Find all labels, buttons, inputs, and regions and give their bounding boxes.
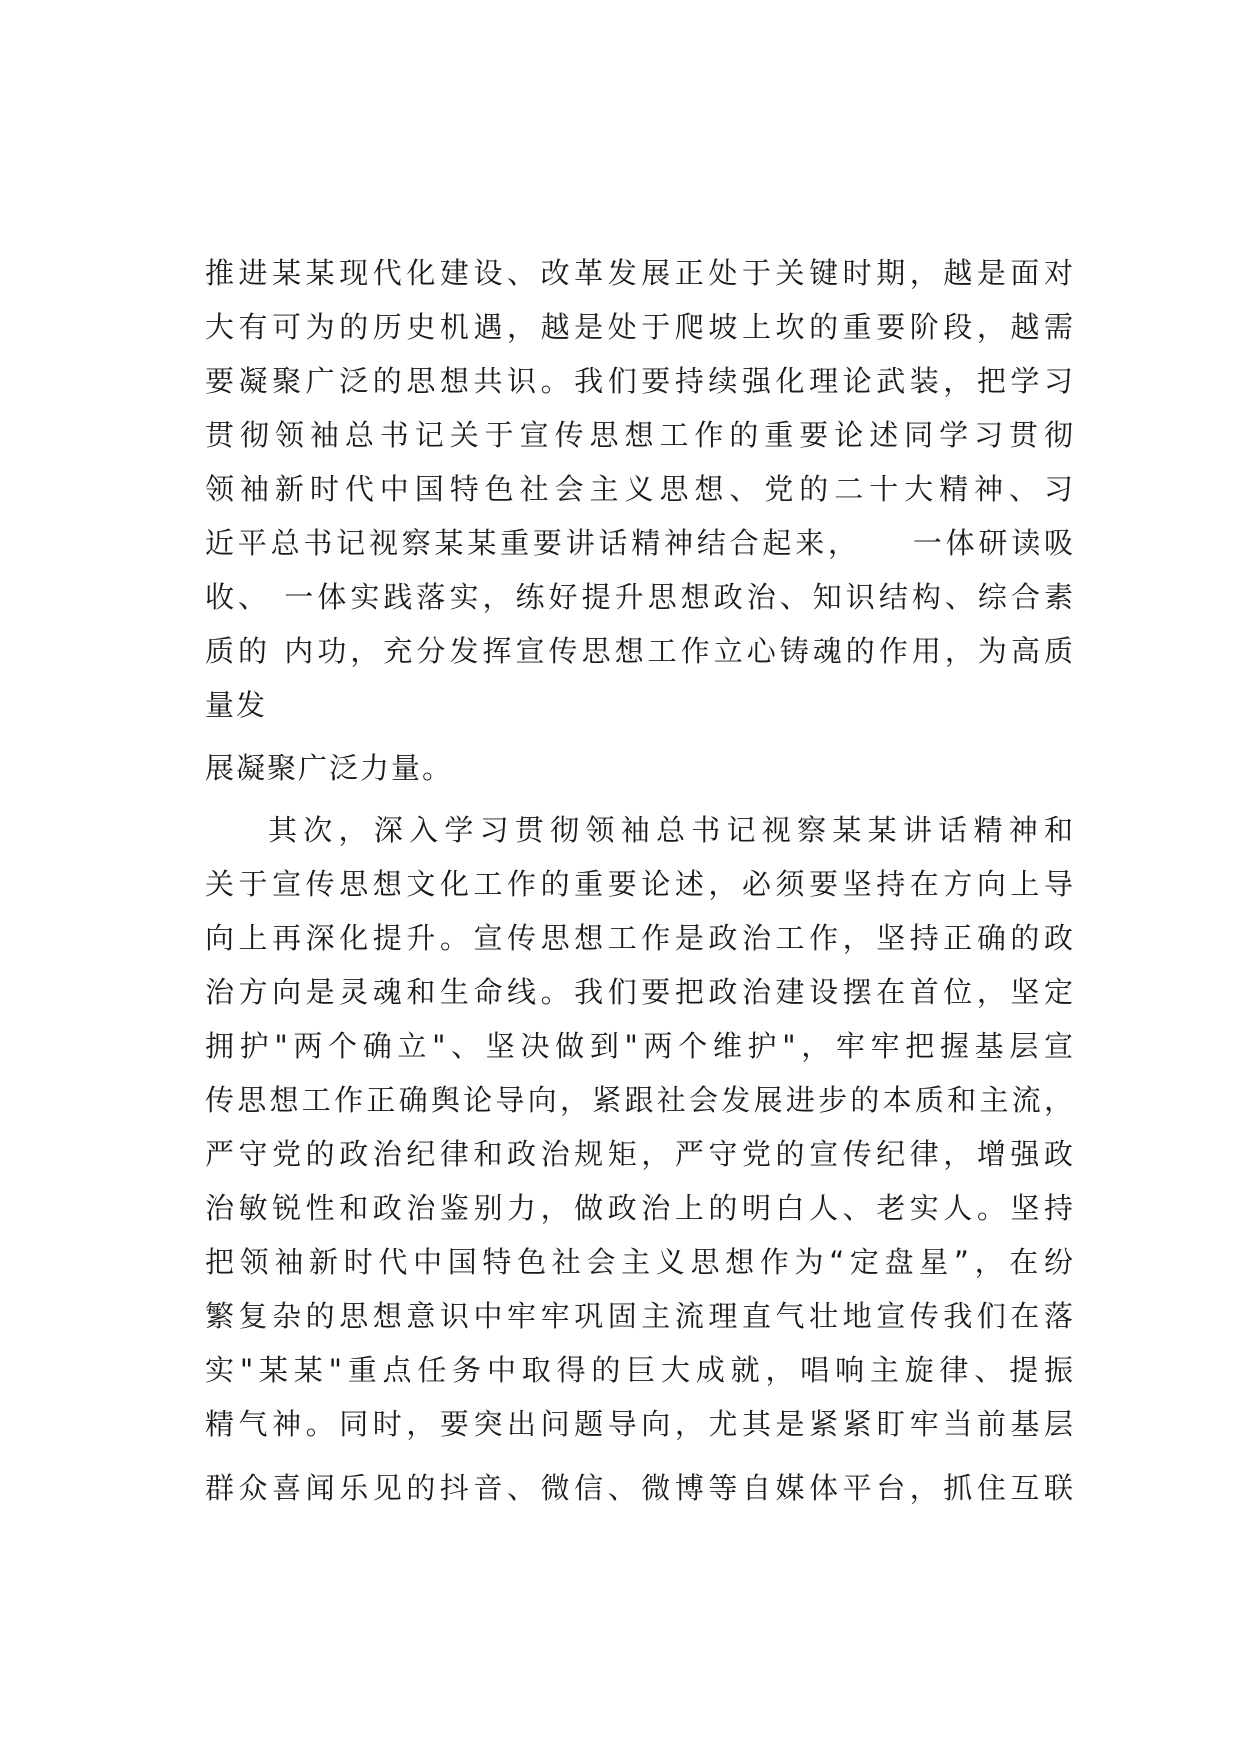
text-line: 群众喜闻乐见的抖音、微信、微博等自媒体平台，抓住互联 — [205, 1471, 1075, 1505]
text-line: 向上再深化提升。宣传思想工作是政治工作，坚持正确的政 — [205, 921, 1075, 955]
paragraph-first-line: 其次，深入学习贯彻领袖总书记视察某某讲话精神和 — [268, 813, 1075, 847]
text-line: 繁复杂的思想意识中牢牢巩固主流理直气壮地宣传我们在落 — [205, 1299, 1075, 1333]
text-line: 要凝聚广泛的思想共识。我们要持续强化理论武装，把学习 — [205, 364, 1075, 398]
text-line: 关于宣传思想文化工作的重要论述，必须要坚持在方向上导 — [205, 867, 1075, 901]
text-line: 贯彻领袖总书记关于宣传思想工作的重要论述同学习贯彻 — [205, 418, 1075, 452]
text-line: 传思想工作正确舆论导向，紧跟社会发展进步的本质和主流， — [205, 1083, 1075, 1117]
text-line: 展凝聚广泛力量。 — [205, 751, 454, 785]
text-line: 拥护"两个确立"、坚决做到"两个维护"，牢牢把握基层宣 — [205, 1029, 1075, 1063]
text-line: 推进某某现代化建设、改革发展正处于关键时期，越是面对 — [205, 256, 1075, 290]
text-line: 治敏锐性和政治鉴别力，做政治上的明白人、老实人。坚持 — [205, 1191, 1075, 1225]
text-line: 实"某某"重点任务中取得的巨大成就，唱响主旋律、提振 — [205, 1353, 1075, 1387]
text-line: 领袖新时代中国特色社会主义思想、党的二十大精神、习 — [205, 472, 1075, 506]
text-line: 近平总书记视察某某重要讲话精神结合起来， 一体研读吸 — [205, 526, 1075, 560]
text-line: 量发 — [205, 688, 268, 722]
text-line: 质的 内功，充分发挥宣传思想工作立心铸魂的作用，为高质 — [205, 634, 1075, 668]
text-line: 严守党的政治纪律和政治规矩，严守党的宣传纪律，增强政 — [205, 1137, 1075, 1171]
text-line: 治方向是灵魂和生命线。我们要把政治建设摆在首位，坚定 — [205, 975, 1075, 1009]
text-line: 收、 一体实践落实，练好提升思想政治、知识结构、综合素 — [205, 580, 1075, 614]
text-line: 精气神。同时，要突出问题导向，尤其是紧紧盯牢当前基层 — [205, 1407, 1075, 1441]
text-line: 大有可为的历史机遇，越是处于爬坡上坎的重要阶段，越需 — [205, 310, 1075, 344]
text-line: 把领袖新时代中国特色社会主义思想作为“定盘星”，在纷 — [205, 1245, 1075, 1279]
